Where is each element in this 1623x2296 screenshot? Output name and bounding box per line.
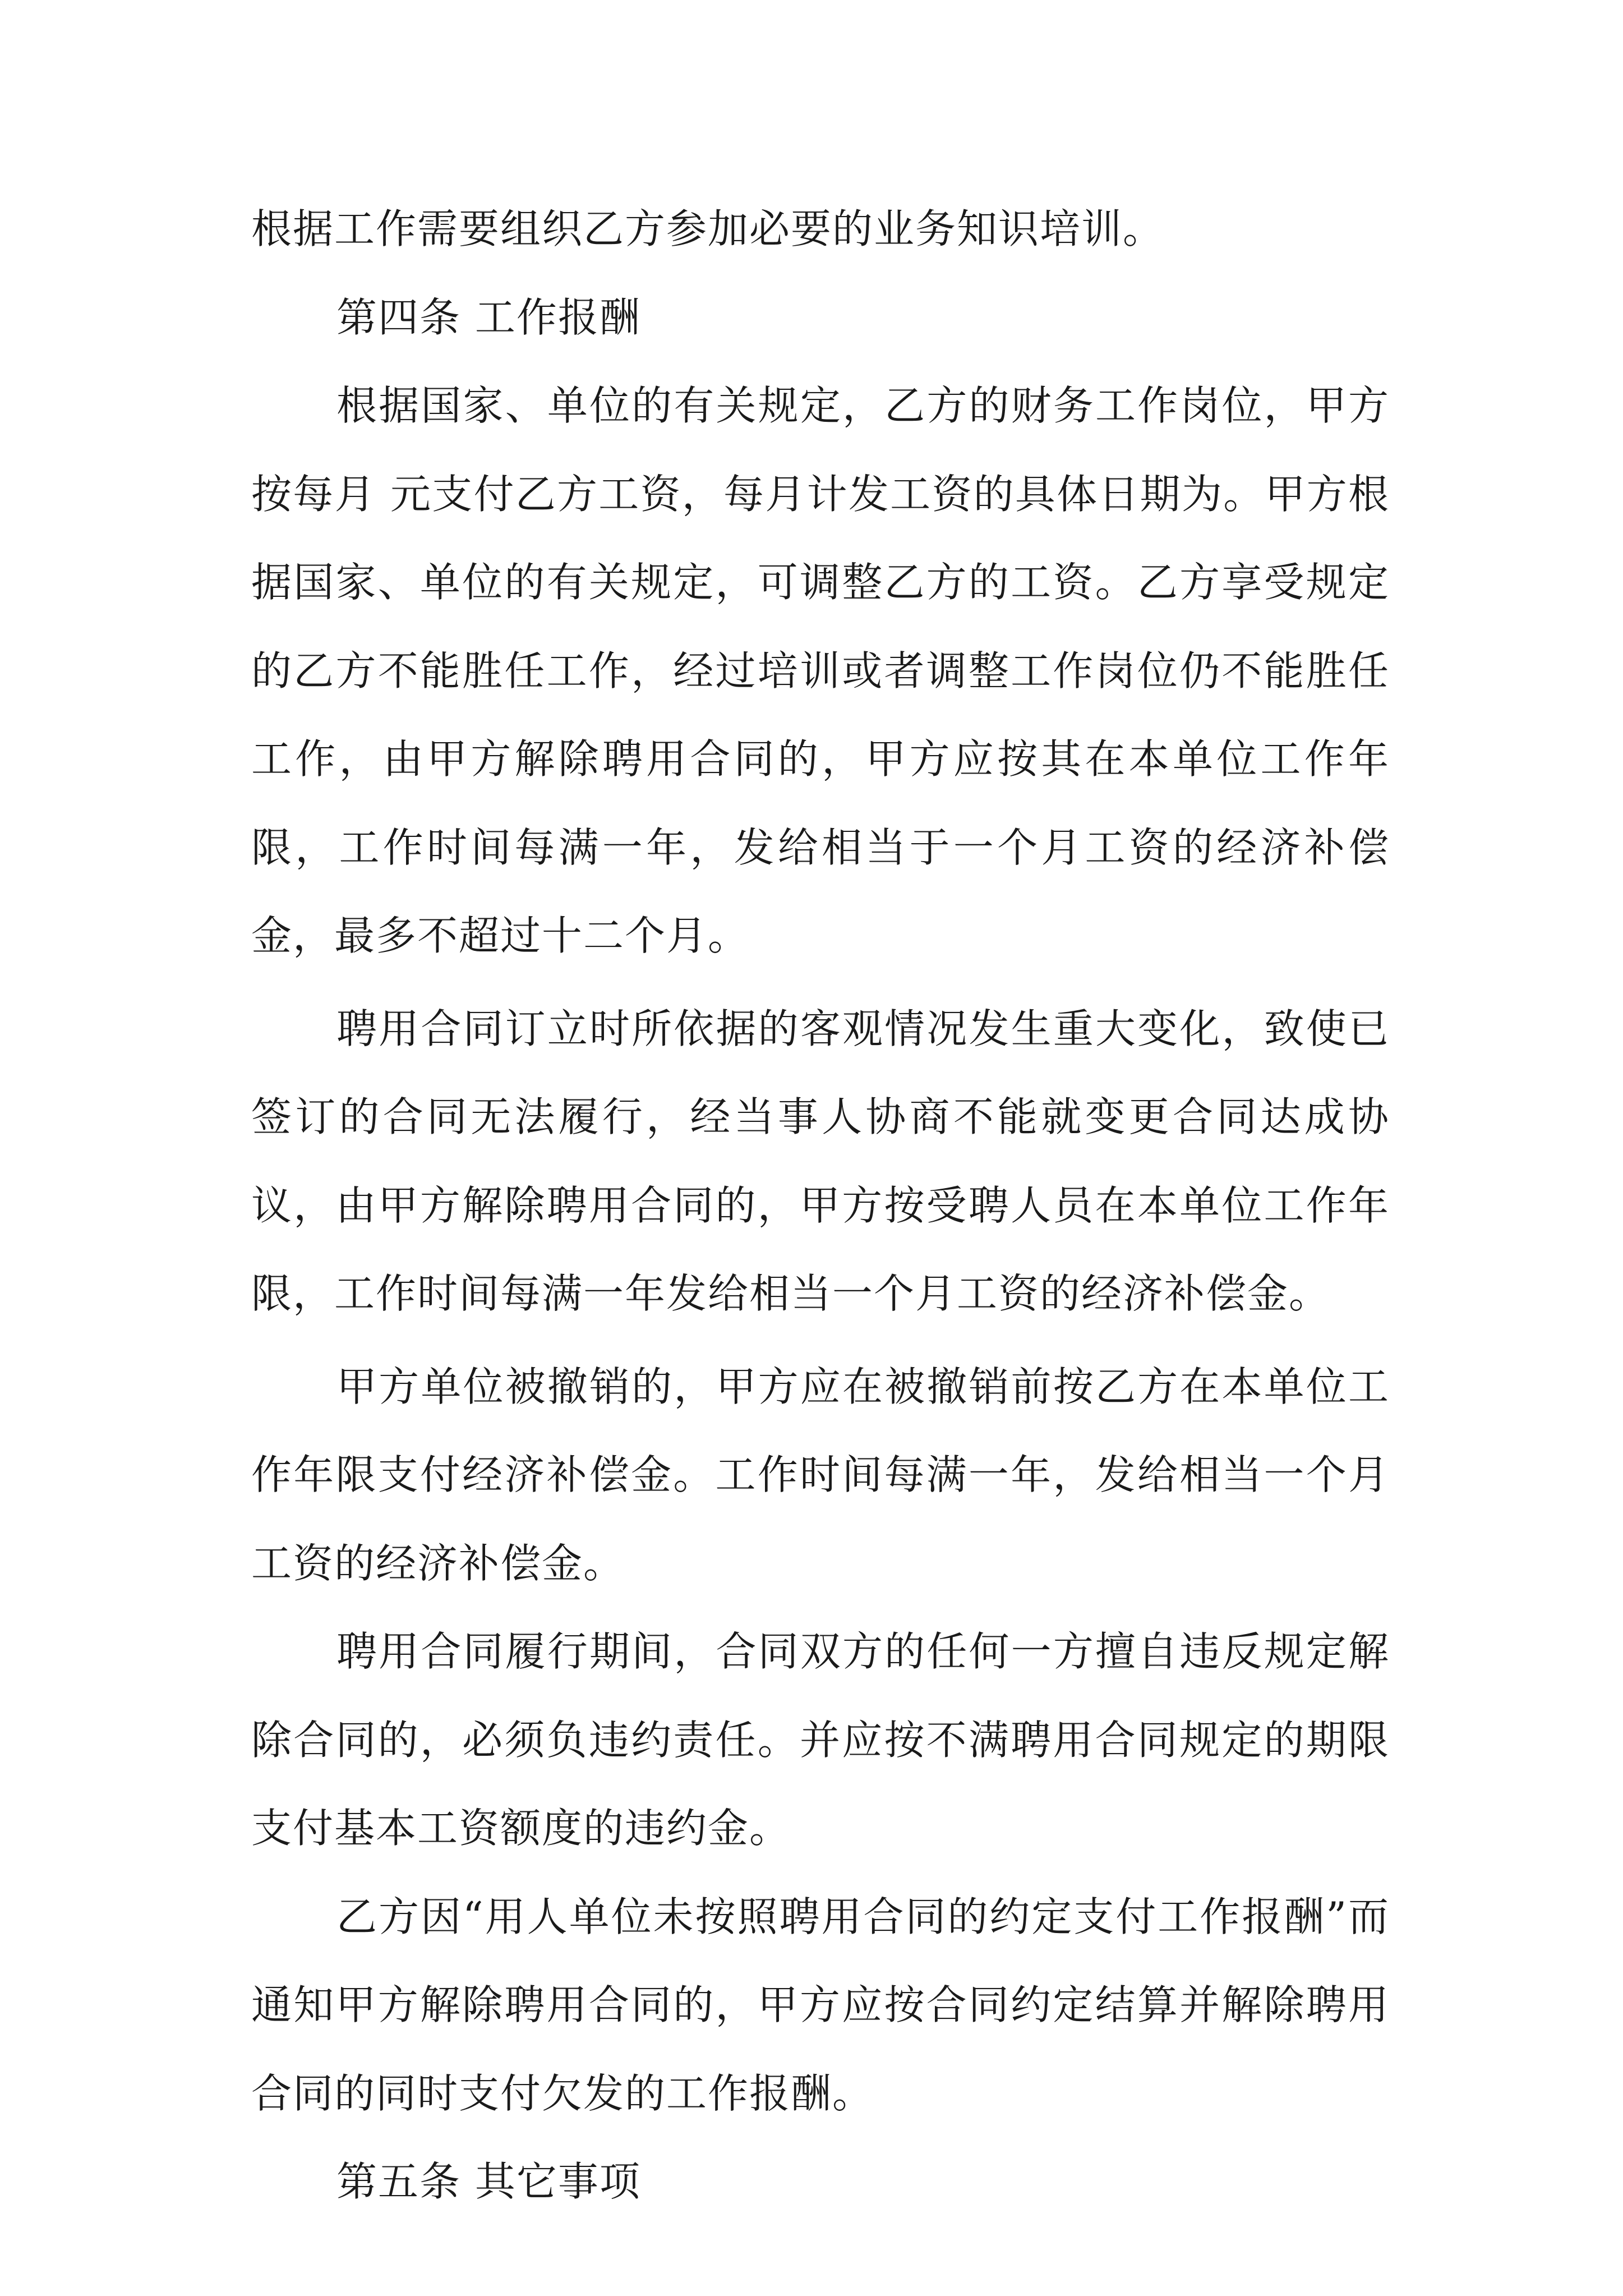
paragraph-objective-change: 聘用合同订立时所依据的客观情况发生重大变化，致使已签订的合同无法履行，经当事人协商不能就变更合同达成协议，由甲方解除聘用合同的，甲方按受聘人员在本单位工作年限，工作时间每满一年发给相当一个月工资的经济补偿金。: [251, 1005, 1390, 1317]
section-heading-article-5: 第五条 其它事项: [336, 2158, 641, 2205]
paragraph-salary: 根据国家、单位的有关规定，乙方的财务工作岗位，甲方按每月 元支付乙方工资，每月计发工资的具体日期为。甲方根据国家、单位的有关规定，可调整乙方的工资。乙方享受规定的乙方不能胜任工作，经过培训或者调整工作岗位仍不能胜任工作，由甲方解除聘用合同的，甲方应按其在本单位工作年限，工作时间每满一年，发给相当于一个月工资的经济补偿金，最多不超过十二个月。: [251, 382, 1390, 959]
paragraph-unit-revoked: 甲方单位被撤销的，甲方应在被撤销前按乙方在本单位工作年限支付经济补偿金。工作时间每满一年，发给相当一个月工资的经济补偿金。: [251, 1363, 1390, 1587]
section-heading-article-4: 第四条 工作报酬: [336, 293, 641, 341]
paragraph-breach: 聘用合同履行期间，合同双方的任何一方擅自违反规定解除合同的，必须负违约责任。并应按不满聘用合同规定的期限支付基本工资额度的违约金。: [251, 1628, 1390, 1852]
document-body: [251, 185, 1390, 2226]
paragraph-continuation: 根据工作需要组织乙方参加必要的业务知识培训。: [251, 205, 1165, 252]
paragraph-unpaid-remuneration: 乙方因“用人单位未按照聘用合同的约定支付工作报酬”而通知甲方解除聘用合同的，甲方应按合同约定结算并解除聘用合同的同时支付欠发的工作报酬。: [251, 1893, 1390, 2117]
